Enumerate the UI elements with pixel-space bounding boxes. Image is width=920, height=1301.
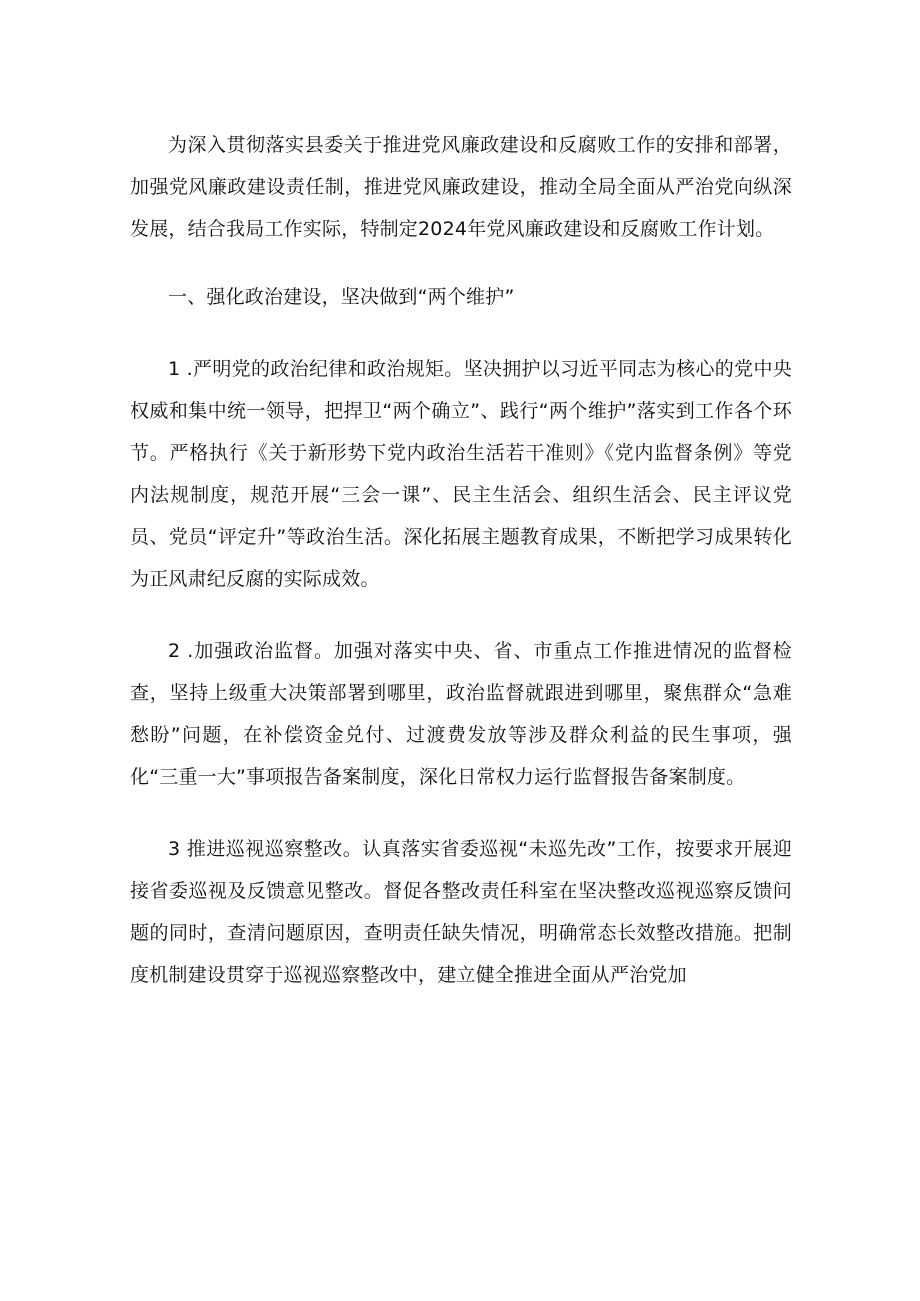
intro-paragraph: 为深入贯彻落实县委关于推进党风廉政建设和反腐败工作的安排和部署，加强党风廉政建设责任制，推进党风廉政建设，推动全局全面从严治党向纵深发展，结合我局工作实际，特制定2024年党风廉政建设和反腐败工作计划。 <box>130 134 792 240</box>
spacer <box>130 798 792 828</box>
document-body <box>130 124 792 996</box>
item-paragraph-2: 2 .加强政治监督。加强对落实中央、省、市重点工作推进情况的监督检查，坚持上级重大决策部署到哪里，政治监督就跟进到哪里，聚焦群众“急难愁盼”问题，在补偿资金兑付、过渡费发放等涉及群众利益的民生事项，强化“三重一大”事项报告备案制度，深化日常权力运行监督报告备案制度。 <box>130 640 792 788</box>
section-heading-1: 一、强化政治建设，坚决做到“两个维护” <box>168 286 515 308</box>
spacer <box>130 318 792 348</box>
spacer <box>130 250 792 276</box>
item-paragraph-1: 1 .严明党的政治纪律和政治规矩。坚决拥护以习近平同志为核心的党中央权威和集中统一领导，把捍卫“两个确立”、践行“两个维护”落实到工作各个环节。严格执行《关于新形势下党内政治生活若干准则》《党内监督条例》等党内法规制度，规范开展“三会一课”、民主生活会、组织生活会、民主评议党员、党员“评定升”等政治生活。深化拓展主题教育成果，不断把学习成果转化为正风肃纪反腐的实际成效。 <box>130 358 792 590</box>
spacer <box>130 600 792 630</box>
item-paragraph-3: 3 推进巡视巡察整改。认真落实省委巡视“未巡先改”工作，按要求开展迎接省委巡视及反馈意见整改。督促各整改责任科室在坚决整改巡视巡察反馈问题的同时，查清问题原因，查明责任缺失情况，明确常态长效整改措施。把制度机制建设贯穿于巡视巡察整改中，建立健全推进全面从严治党加 <box>130 838 792 986</box>
